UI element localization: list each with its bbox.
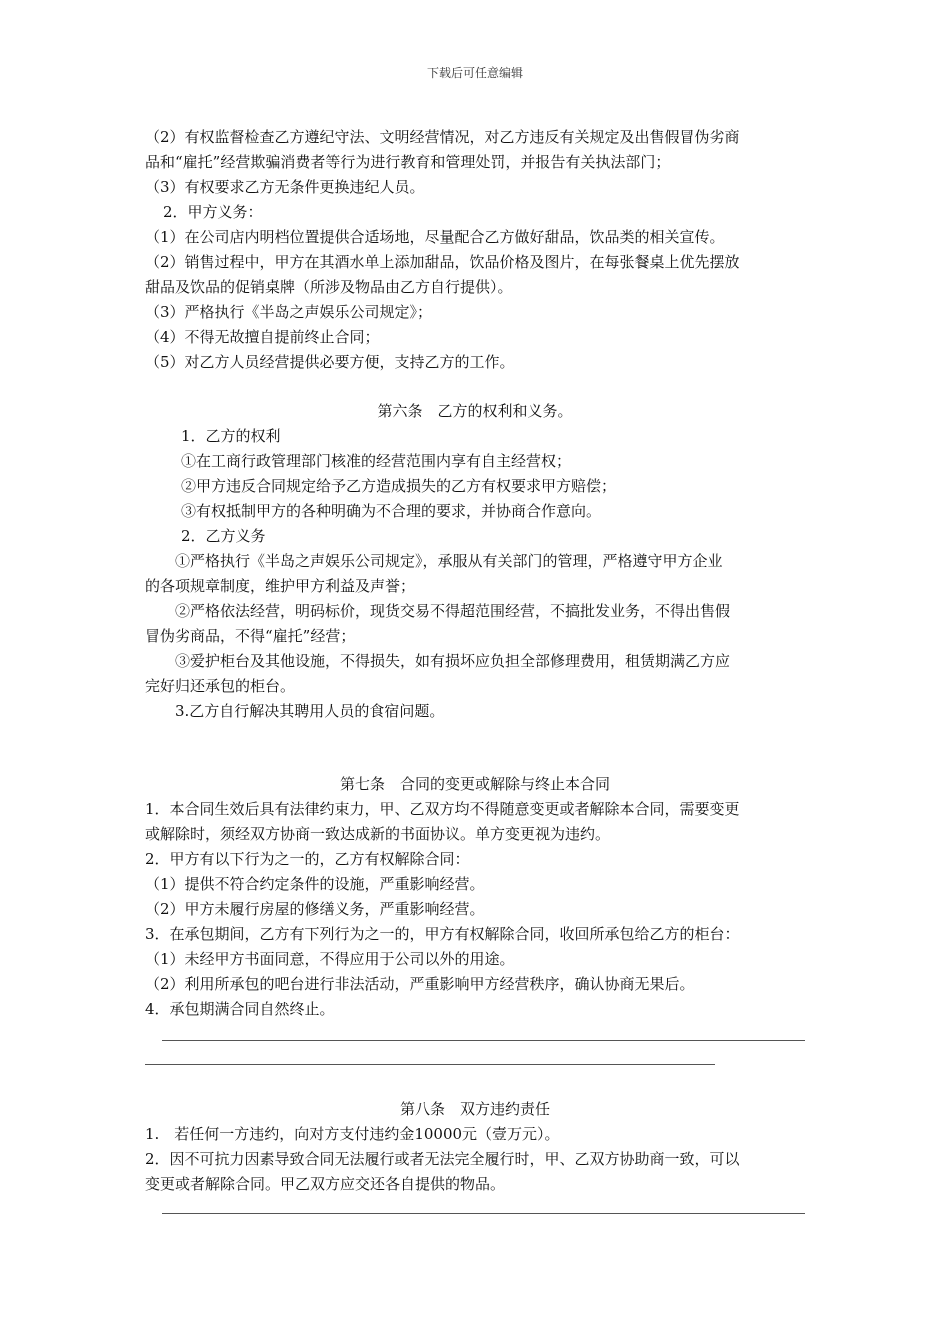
paragraph-line: 完好归还承包的柜台。 [145,677,296,695]
paragraph-line: 冒伪劣商品，不得“雇托”经营； [145,627,356,645]
paragraph-line: ①严格执行《半岛之声娱乐公司规定》，承服从有关部门的管理，严格遵守甲方企业 [175,552,723,570]
paragraph-line: （3）严格执行《半岛之声娱乐公司规定》； [145,303,433,321]
paragraph-line: （1）在公司店内明档位置提供合适场地，尽量配合乙方做好甜品，饮品类的相关宣传。 [145,228,725,246]
blank-fill-line [145,1064,715,1065]
paragraph-line: 的各项规章制度，维护甲方利益及声誉； [145,577,416,595]
paragraph-line: 甜品及饮品的促销桌牌（所涉及物品由乙方自行提供）。 [145,278,513,296]
paragraph-line: （1）提供不符合约定条件的设施，严重影响经营。 [145,875,485,893]
article-heading: 第七条 合同的变更或解除与终止本合同 [339,775,610,793]
section-subheading: 2．乙方义务 [181,527,266,545]
paragraph-line: （3）有权要求乙方无条件更换违纪人员。 [145,178,425,196]
paragraph-line: 3.乙方自行解决其聘用人员的食宿问题。 [175,702,445,720]
paragraph-line: （2）甲方未履行房屋的修缮义务，严重影响经营。 [145,900,485,918]
blank-fill-line [162,1213,805,1214]
paragraph-line: （5）对乙方人员经营提供必要方便，支持乙方的工作。 [145,353,515,371]
section-subheading: 2．甲方义务： [163,203,263,221]
paragraph-line: 变更或者解除合同。甲乙双方应交还各自提供的物品。 [145,1175,506,1193]
paragraph-line: （2）销售过程中，甲方在其酒水单上添加甜品，饮品价格及图片，在每张餐桌上优先摆放 [145,253,740,271]
paragraph-line: 1. 若任何一方违约，向对方支付违约金10000元（壹万元）。 [145,1125,560,1143]
paragraph-line: 品和“雇托”经营欺骗消费者等行为进行教育和管理处罚，并报告有关执法部门； [145,153,671,171]
article-heading: 第八条 双方违约责任 [399,1100,550,1118]
paragraph-line: （1）未经甲方书面同意，不得应用于公司以外的用途。 [145,950,515,968]
paragraph-line: （2）有权监督检查乙方遵纪守法、文明经营情况，对乙方违反有关规定及出售假冒伪劣商 [145,128,740,146]
blank-fill-line [162,1040,805,1041]
page-header: 下载后可任意编辑 [426,66,523,80]
paragraph-line: ②甲方违反合同规定给予乙方造成损失的乙方有权要求甲方赔偿； [181,477,617,495]
paragraph-line: 3．在承包期间，乙方有下列行为之一的，甲方有权解除合同，收回所承包给乙方的柜台： [145,925,740,943]
paragraph-line: （2）利用所承包的吧台进行非法活动，严重影响甲方经营秩序，确认协商无果后。 [145,975,695,993]
paragraph-line: 或解除时，须经双方协商一致达成新的书面协议。单方变更视为违约。 [145,825,611,843]
paragraph-line: ②严格依法经营，明码标价，现货交易不得超范围经营，不搞批发业务，不得出售假 [175,602,731,620]
section-subheading: 1．乙方的权利 [181,427,281,445]
paragraph-line: ①在工商行政管理部门核准的经营范围内享有自主经营权； [181,452,572,470]
paragraph-line: 2．甲方有以下行为之一的，乙方有权解除合同： [145,850,470,868]
paragraph-line: 4．承包期满合同自然终止。 [145,1000,335,1018]
paragraph-line: ③有权抵制甲方的各种明确为不合理的要求，并协商合作意向。 [181,502,602,520]
article-heading: 第六条 乙方的权利和义务。 [377,402,573,420]
paragraph-line: 1．本合同生效后具有法律约束力，甲、乙双方均不得随意变更或者解除本合同，需要变更 [145,800,740,818]
paragraph-line: （4）不得无故擅自提前终止合同； [145,328,380,346]
paragraph-line: 2．因不可抗力因素导致合同无法履行或者无法完全履行时，甲、乙双方协助商一致，可以 [145,1150,740,1168]
paragraph-line: ③爱护柜台及其他设施，不得损失，如有损坏应负担全部修理费用，租赁期满乙方应 [175,652,731,670]
